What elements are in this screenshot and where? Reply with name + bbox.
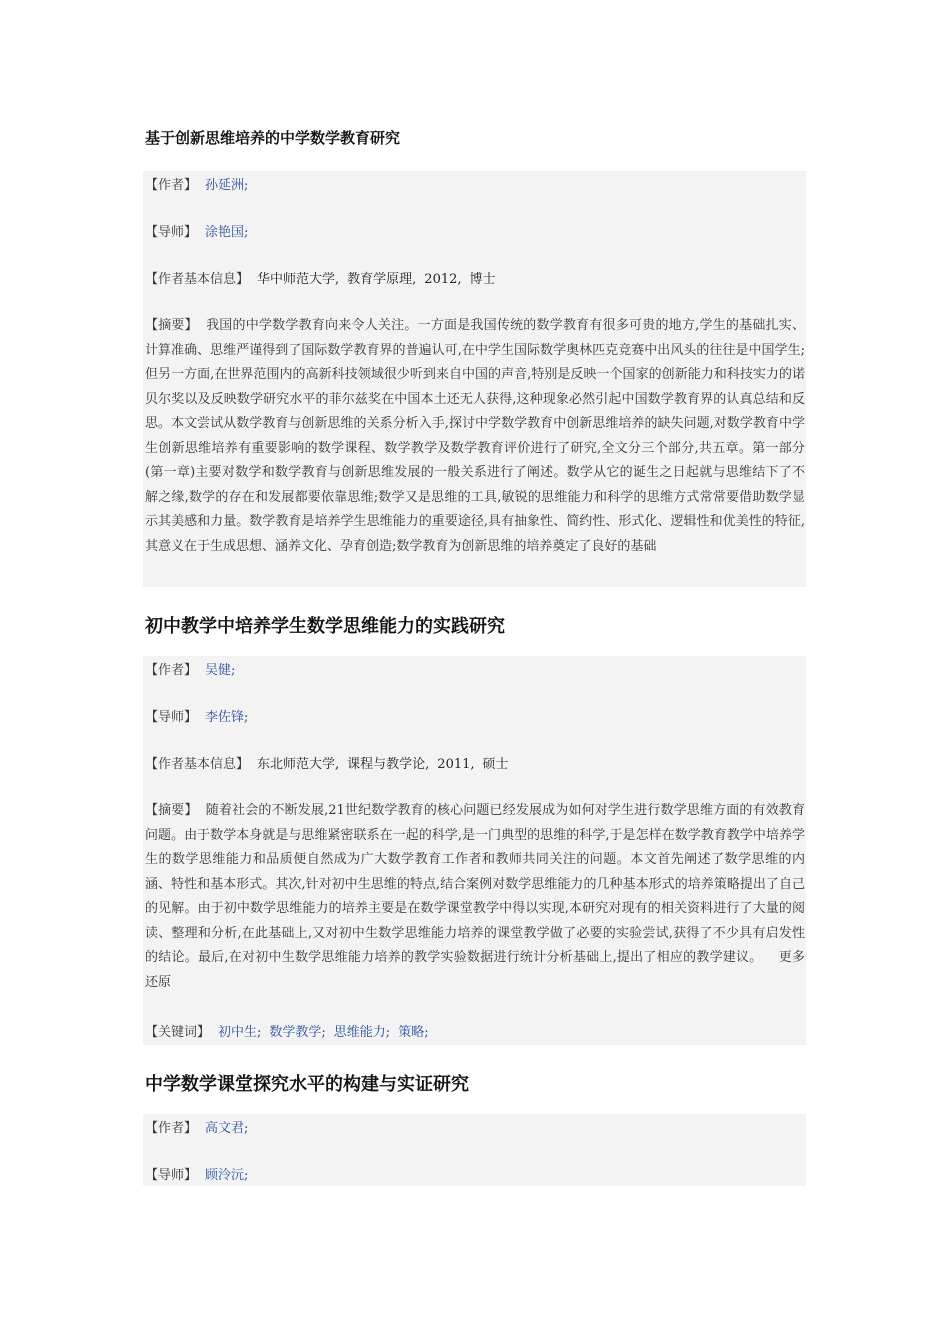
author-link[interactable]: 高文君; bbox=[205, 1121, 249, 1136]
author-label: 【作者】 bbox=[145, 178, 198, 193]
author-label: 【作者】 bbox=[145, 663, 198, 678]
info-degree: 硕士 bbox=[482, 757, 509, 772]
abstract bbox=[145, 314, 805, 559]
abstract-text: 我国的中学数学教育向来令人关注。一方面是我国传统的数学教育有很多可贵的地方,学生的基础扎实、计算准确、思维严谨得到了国际数学教育界的普遍认可,在中学生国际数学奥林匹克竞赛中出风头的往往是中国学生;但另一方面,在世界范围内的高新科技领域很少听到来自中国的声音,特别是反映一个国家的创新能力和科技实力的诺贝尔奖以及反映数学研究水平的菲尔兹奖在中国本土还无人获得,这种现象必然引起中国数学教育界的认真总结和反思。本文尝试从数学教育与创新思维的关系分析入手,探讨中学数学教育中创新思维培养的缺失问题,对数学教育中学生创新思维培养有重要影响的数学课程、数学教学及数学教育评价进行了研究,全文分三个部分,共五章。第一部分(第一章)主要对数学和数学教育与创新思维发展的一般关系进行了阐述。数学从它的诞生之日起就与思维结下了不解之缘,数学的存在和发展都要依靠思维;数学又是思维的工具,敏锐的思维能力和科学的思维方式常常要借助数学显示其美感和力量。数学教育是培养学生思维能力的重要途径,具有抽象性、简约性、形式化、逻辑性和优美性的特征,其意义在于生成思想、涵养文化、孕育创造;数学教育为创新思维的培养奠定了良好的基础 bbox=[145, 318, 805, 554]
info-year: 2012, bbox=[424, 272, 462, 287]
author-info-row bbox=[145, 752, 509, 777]
advisor-link[interactable]: 顾泠沅; bbox=[205, 1168, 249, 1183]
author-info-label: 【作者基本信息】 bbox=[145, 757, 250, 772]
info-major: 课程与教学论, bbox=[347, 757, 430, 772]
info-degree: 博士 bbox=[469, 272, 496, 287]
advisor-link[interactable]: 涂艳国; bbox=[205, 225, 249, 240]
info-university: 华中师范大学, bbox=[257, 272, 340, 287]
advisor-label: 【导师】 bbox=[145, 710, 198, 725]
advisor-row bbox=[145, 1163, 248, 1188]
author-label: 【作者】 bbox=[145, 1121, 198, 1136]
info-year: 2011, bbox=[437, 757, 475, 772]
keyword-link[interactable]: 初中生; bbox=[218, 1025, 262, 1040]
article-record bbox=[143, 171, 806, 587]
article-title: 基于创新思维培养的中学数学教育研究 bbox=[145, 129, 401, 147]
abstract-text: 随着社会的不断发展,21世纪数学教育的核心问题已经发展成为如何对学生进行数学思维方面的有效教育问题。由于数学本身就是与思维紧密联系在一起的科学,是一门典型的思维的科学,于是怎样在数学教育教学中培养学生的数学思维能力和品质便自然成为广大数学教育工作者和教师共同关注的问题。本文首先阐述了数学思维的内涵、特性和基本形式。其次,针对初中生思维的特点,结合案例对数学思维能力的几种基本形式的培养策略提出了自己的见解。由于初中数学思维能力的培养主要是在数学课堂教学中得以实现,本研究对现有的相关资料进行了大量的阅读、整理和分析,在此基础上,又对初中生数学思维能力培养的课堂教学做了必要的实验尝试,获得了不少具有启发性的结论。最后,在对初中生数学思维能力培养的教学实验数据进行统计分析基础上,提出了相应的教学建议。 bbox=[145, 803, 805, 965]
advisor-label: 【导师】 bbox=[145, 225, 198, 240]
author-info-row bbox=[145, 267, 496, 292]
author-row bbox=[145, 1116, 248, 1141]
advisor-row bbox=[145, 220, 248, 245]
keyword-link[interactable]: 策略; bbox=[398, 1025, 429, 1040]
keywords-label: 【关键词】 bbox=[145, 1025, 211, 1040]
keyword-link[interactable]: 思维能力; bbox=[333, 1025, 391, 1040]
abstract-label: 【摘要】 bbox=[145, 318, 198, 333]
advisor-label: 【导师】 bbox=[145, 1168, 198, 1183]
abstract-label: 【摘要】 bbox=[145, 803, 198, 818]
author-link[interactable]: 吴健; bbox=[205, 663, 236, 678]
article-title: 中学数学课堂探究水平的构建与实证研究 bbox=[145, 1074, 469, 1095]
article-title: 初中教学中培养学生数学思维能力的实践研究 bbox=[145, 616, 505, 637]
keywords-row bbox=[145, 1020, 437, 1045]
keyword-link[interactable]: 数学教学; bbox=[269, 1025, 326, 1040]
author-row bbox=[145, 173, 248, 198]
article-record bbox=[143, 656, 806, 1045]
info-university: 东北师范大学, bbox=[257, 757, 340, 772]
more-link[interactable]: 更多还原 bbox=[145, 950, 805, 990]
info-major: 教育学原理, bbox=[347, 272, 417, 287]
author-row bbox=[145, 658, 235, 683]
author-link[interactable]: 孙延洲; bbox=[205, 178, 249, 193]
abstract bbox=[145, 799, 805, 995]
advisor-row bbox=[145, 705, 248, 730]
article-record bbox=[143, 1114, 806, 1186]
author-info-label: 【作者基本信息】 bbox=[145, 272, 250, 287]
advisor-link[interactable]: 李佐锋; bbox=[205, 710, 249, 725]
